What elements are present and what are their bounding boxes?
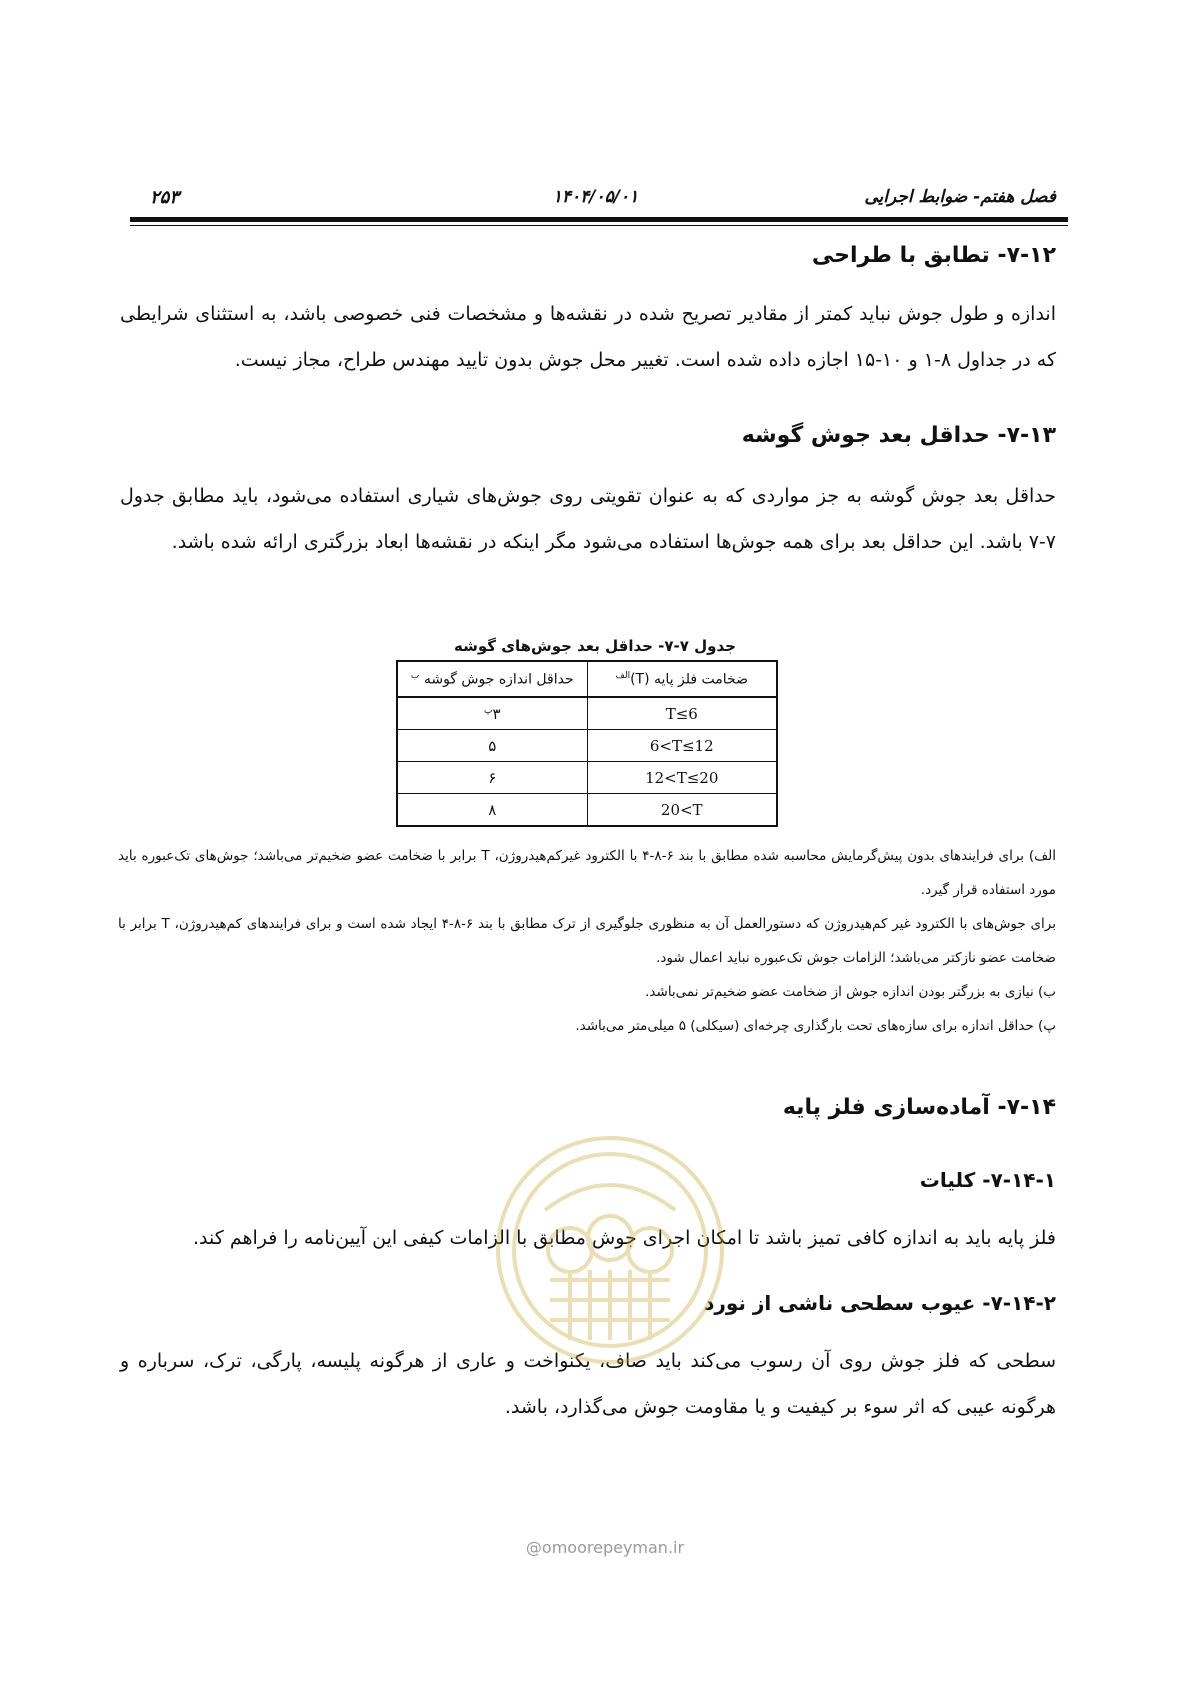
size-value: ۵ <box>488 736 497 755</box>
thickness-cell <box>587 697 777 730</box>
thickness-value: T≤6 <box>665 704 698 723</box>
running-header-chapter: فصل هفتم- ضوابط اجرایی <box>864 187 1056 207</box>
table-caption: جدول ۷-۷- حداقل بعد جوش‌های گوشه <box>454 637 736 655</box>
subsection-heading-7-14-1: ۷-۱۴-۱- کلیات <box>919 1168 1056 1192</box>
page-number: ۲۵۳ <box>150 187 180 208</box>
section-paragraph-7-12: اندازه و طول جوش نباید کمتر از مقادیر تصریح شده در نقشه‌ها و مشخصات فنی خصوصی باشد، به استثنای شرایطی که در جداول ۸-۱ و ۱۰-۱۵ اجازه داده شده است. تغییر محل جوش بدون تایید مهندس طراح، مجاز نیست. <box>120 303 1056 371</box>
header-min-size <box>397 661 587 697</box>
watermark-seal-icon <box>490 1130 730 1370</box>
table-note-alef-continued: برای جوش‌های با الکترود غیر کم‌هیدروژن که دستورالعمل آن به منظوری جلوگیری از ترک مطابق با بند ۶-۸-۴ ایجاد شده است و برای فرایندهای کم‌هیدروژن، T برابر با ضخامت عضو نازکتر می‌باشد؛ الزامات جوش تک‌عبوره نباید اعمال شود. <box>118 916 1056 966</box>
thickness-value: 20<T <box>660 800 703 819</box>
thickness-cell <box>587 794 777 827</box>
watermark-site-text: @omoorepeyman.ir <box>525 1538 685 1557</box>
table-note-be: ب) نیازی به بزرگتر بودن اندازه جوش از ضخامت عضو ضخیم‌تر نمی‌باشد. <box>645 984 1056 1000</box>
size-cell <box>397 762 587 794</box>
table-note-alef: الف) برای فرایندهای بدون پیش‌گرمایش محاسبه شده مطابق با بند ۶-۸-۴ با الکترود غیرکم‌هیدروژن، T برابر با ضخامت عضو ضخیم‌تر می‌باشد؛ جوش‌های تک‌عبوره باید مورد استفاده قرار گیرد. <box>118 848 1057 898</box>
thickness-cell <box>587 730 777 762</box>
header-thickness <box>587 661 777 697</box>
section-heading-7-14: ۷-۱۴- آماده‌سازی فلز پایه <box>782 1095 1056 1120</box>
size-cell <box>397 697 587 730</box>
header-min-size-label: حداقل اندازه جوش گوشه <box>423 671 574 688</box>
header-rule-thick <box>130 217 1068 222</box>
size-value: ۳ <box>492 704 501 723</box>
thickness-value: 6<T≤12 <box>649 736 714 755</box>
table-header-row <box>397 661 777 697</box>
table-row <box>397 730 777 762</box>
subsection-paragraph-7-14-2: سطحی که فلز جوش روی آن رسوب می‌کند باید صاف، یکنواخت و عاری از هرگونه پلیسه، پارگی، ترک، سرباره و هرگونه عیبی که اثر سوء بر کیفیت و یا مقاومت جوش می‌گذارد، باشد. <box>120 1350 1056 1418</box>
table-row <box>397 794 777 827</box>
header-thickness-label: ضخامت فلز پایه (T) <box>630 671 748 688</box>
section-heading-7-12: ۷-۱۲- تطابق با طراحی <box>811 243 1056 268</box>
section-paragraph-7-13: حداقل بعد جوش گوشه به جز مواردی که به عنوان تقویتی روی جوش‌های شیاری استفاده می‌شود، باید مطابق جدول ۷-۷ باشد. این حداقل بعد برای همه جوش‌ها استفاده می‌شود مگر اینکه در نقشه‌ها ابعاد بزرگتری ارائه شده باشد. <box>120 485 1056 553</box>
section-heading-7-13: ۷-۱۳- حداقل بعد جوش گوشه <box>741 423 1056 448</box>
size-cell <box>397 794 587 827</box>
subsection-paragraph-7-14-1: فلز پایه باید به اندازه کافی تمیز باشد تا امکان اجرای جوش مطابق با الزامات کیفی این آیین‌نامه را فراهم کند. <box>192 1227 1056 1249</box>
size-value: ۶ <box>488 768 497 787</box>
size-footnote-mark: پ <box>483 705 493 716</box>
thickness-cell <box>587 762 777 794</box>
subsection-heading-7-14-2: ۷-۱۴-۲- عیوب سطحی ناشی از نورد <box>704 1291 1056 1315</box>
header-min-size-footnote-mark: ب <box>410 670 420 681</box>
running-header-date: ۱۴۰۴/۰۵/۰۱ <box>552 187 639 207</box>
table-row <box>397 762 777 794</box>
min-fillet-weld-table <box>396 660 778 827</box>
table-note-pe: پ) حداقل اندازه برای سازه‌های تحت بارگذاری چرخه‌ای (سیکلی) ۵ میلی‌متر می‌باشد. <box>575 1018 1056 1034</box>
size-value: ۸ <box>488 800 497 819</box>
table-row <box>397 697 777 730</box>
thickness-value: 12<T≤20 <box>645 768 719 787</box>
header-thickness-footnote-mark: الف <box>615 670 631 681</box>
header-rule-thin <box>130 225 1068 226</box>
size-cell <box>397 730 587 762</box>
